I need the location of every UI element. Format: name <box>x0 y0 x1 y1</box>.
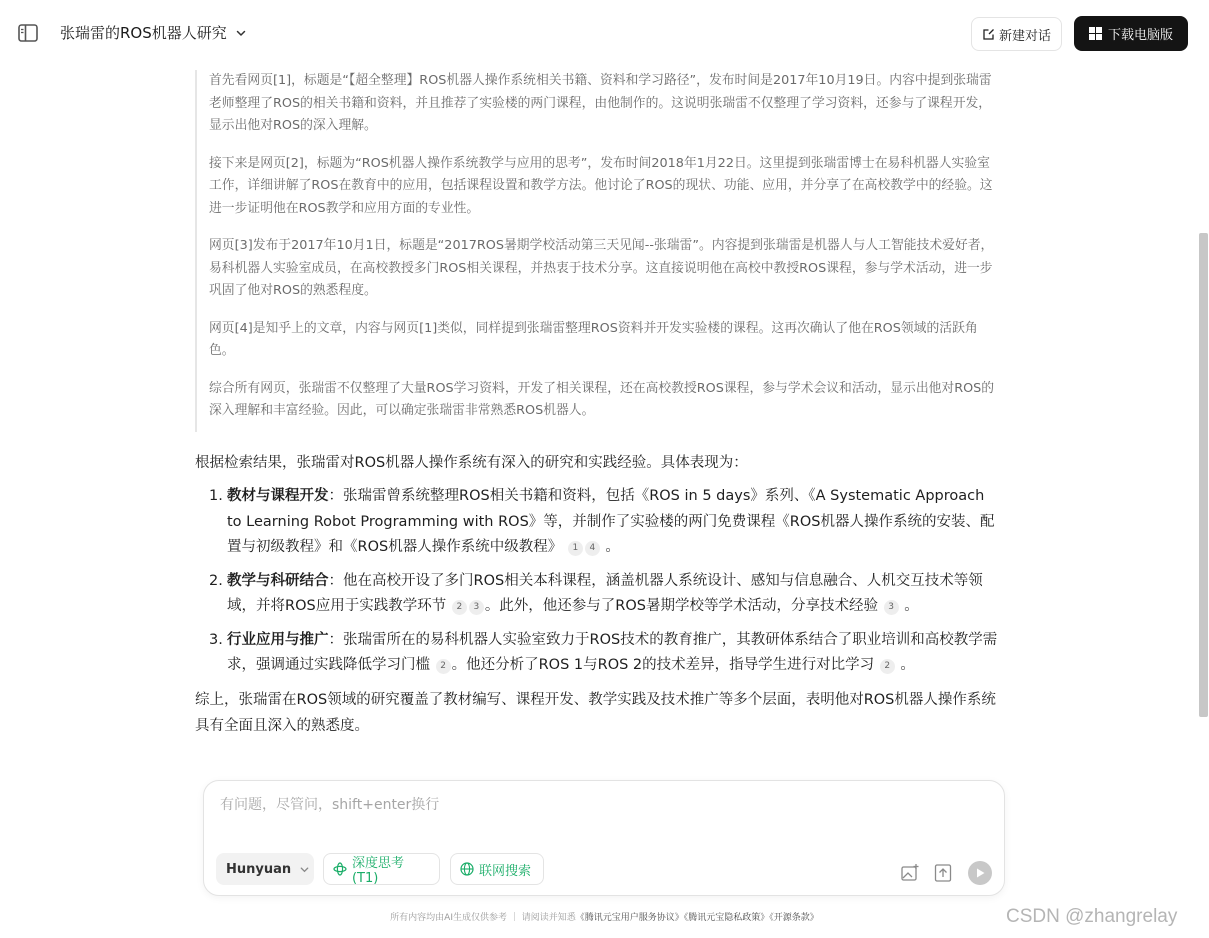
atom-icon <box>333 862 347 876</box>
citation-badge[interactable]: 2 <box>880 659 895 674</box>
item-end: 。 <box>904 598 919 614</box>
item-text: 他在高校开设了多门ROS相关本科课程，涵盖机器人系统设计、感知与信息融合、人机交互技术等领域，并将ROS应用于实践教学环节 <box>227 572 983 614</box>
file-upload-icon[interactable] <box>933 863 953 883</box>
chat-input-box[interactable] <box>203 780 1005 896</box>
send-icon <box>974 867 986 879</box>
item-sep: ： <box>328 631 343 648</box>
answer-list <box>195 484 1000 679</box>
csdn-watermark: CSDN @zhangrelay <box>1006 906 1178 927</box>
list-item <box>209 628 1000 679</box>
item-title: 行业应用与推广 <box>227 631 329 648</box>
user-agreement-link[interactable]: 《腾讯元宝用户服务协议》 <box>575 913 684 923</box>
citation-badge[interactable]: 2 <box>436 659 451 674</box>
windows-icon <box>1089 27 1102 40</box>
item-end: 。 <box>900 657 915 673</box>
citation-badge[interactable]: 1 <box>568 541 583 556</box>
scroll-fade-overlay <box>190 760 1010 782</box>
list-number: 3. <box>209 631 223 648</box>
list-number: 1. <box>209 488 223 504</box>
item-end: 。 <box>605 539 620 555</box>
model-selector[interactable] <box>216 853 314 885</box>
conversation-title-dropdown[interactable] <box>60 22 247 43</box>
item-sep: ： <box>328 488 343 504</box>
new-chat-button[interactable] <box>971 17 1062 51</box>
new-chat-icon <box>982 28 995 41</box>
chevron-down-icon <box>235 27 247 39</box>
image-upload-icon[interactable] <box>900 863 920 883</box>
chat-input-placeholder[interactable]: 有问题，尽管问，shift+enter换行 <box>220 797 440 813</box>
web-search-label: 联网搜索 <box>479 863 532 879</box>
thinking-process-block <box>195 70 1000 432</box>
top-header <box>0 0 1209 68</box>
thinking-paragraph: 首先看网页[1]，标题是“【超全整理】ROS机器人操作系统相关书籍、资料和学习路径”，发布时间是2017年10月19日。内容中提到张瑞雷老师整理了ROS的相关书籍和资料，并且推荐了实验楼的两门课程，由他制作的。这说明张瑞雷不仅整理了学习资料，还参与了课程开发，显示出他对ROS的深入理解。 <box>209 73 992 133</box>
send-button[interactable] <box>968 861 992 885</box>
scrollbar-thumb[interactable] <box>1199 233 1208 717</box>
thinking-paragraph: 网页[3]发布于2017年10月1日，标题是“2017ROS暑期学校活动第三天见闻--张瑞雷”。内容提到张瑞雷是机器人与人工智能技术爱好者，易科机器人实验室成员，在高校教授多门ROS相关课程，并热衷于技术分享。这直接说明他在高校中教授ROS课程，参与学术活动，进一步巩固了他对ROS的熟悉程度。 <box>209 238 994 298</box>
assistant-answer <box>195 450 1000 780</box>
item-title: 教材与课程开发 <box>227 488 329 504</box>
item-text: 张瑞雷曾系统整理ROS相关书籍和资料，包括《ROS in 5 days》系列、《A Systematic Approach to Learning Robot Programming with ROS》等，并制作了实验楼的两门免费课程《ROS机器人操作系统的安装、配置与初级教程》和《ROS机器人操作系统中级教程》 <box>227 488 995 555</box>
model-name: Hunyuan <box>226 861 292 877</box>
read-agree-text: 请阅读并知悉 <box>521 913 576 923</box>
thinking-paragraph: 接下来是网页[2]，标题为“ROS机器人操作系统教学与应用的思考”，发布时间2018年1月22日。这里提到张瑞雷博士在易科机器人实验室工作，详细讲解了ROS在教育中的应用，包括课程设置和教学方法。他讨论了ROS的现状、功能、应用，并分享了在高校教学中的经验。这进一步证明他在ROS教学和应用方面的专业性。 <box>209 155 993 216</box>
download-label: 下载电脑版 <box>1107 28 1173 43</box>
citation-badge[interactable]: 2 <box>452 600 467 615</box>
web-search-toggle[interactable] <box>450 853 544 885</box>
open-source-terms-link[interactable]: 《开源条款》 <box>769 913 819 923</box>
citation-badge[interactable]: 3 <box>884 600 899 615</box>
list-number: 2. <box>209 572 223 589</box>
item-text: 。此外，他还参与了ROS暑期学校等学术活动，分享技术经验 <box>484 598 879 614</box>
privacy-policy-link[interactable]: 《腾讯元宝隐私政策》 <box>683 913 770 923</box>
list-item <box>209 484 1000 561</box>
globe-icon <box>460 862 474 876</box>
citation-badge[interactable]: 4 <box>585 541 600 556</box>
ai-disclaimer: 所有内容均由AI生成仅供参考 <box>390 913 507 923</box>
sidebar-toggle-icon[interactable] <box>18 24 38 42</box>
download-desktop-button[interactable] <box>1074 16 1188 51</box>
item-sep: ： <box>328 572 343 589</box>
item-text: 。他还分析了ROS 1与ROS 2的技术差异，指导学生进行对比学习 <box>451 657 875 673</box>
thinking-paragraph: 综合所有网页，张瑞雷不仅整理了大量ROS学习资料，开发了相关课程，还在高校教授ROS课程，参与学术会议和活动，显示出他对ROS的深入理解和丰富经验。因此，可以确定张瑞雷非常熟悉ROS机器人。 <box>209 380 995 418</box>
item-title: 教学与科研结合 <box>227 572 329 589</box>
deep-think-label: 深度思考(T1) <box>351 856 404 886</box>
list-item <box>209 569 1000 620</box>
answer-lead: 根据检索结果，张瑞雷对ROS机器人操作系统有深入的研究和实践经验。具体表现为： <box>195 455 748 471</box>
new-chat-label: 新建对话 <box>998 28 1051 44</box>
citation-badge[interactable]: 3 <box>469 600 484 615</box>
conversation-title: 张瑞雷的ROS机器人研究 <box>60 24 227 42</box>
footer-separator: ｜ <box>509 913 519 923</box>
deep-think-toggle[interactable] <box>323 853 440 885</box>
thinking-paragraph: 网页[4]是知乎上的文章，内容与网页[1]类似，同样提到张瑞雷整理ROS资料并开发实验楼的课程。这再次确认了他在ROS领域的活跃角色。 <box>209 320 978 358</box>
item-text: 张瑞雷所在的易科机器人实验室致力于ROS技术的教育推广，其教研体系结合了职业培训和高校教学需求，强调通过实践降低学习门槛 <box>227 631 998 673</box>
answer-summary: 综上，张瑞雷在ROS领域的研究覆盖了教材编写、课程开发、教学实践及技术推广等多个层面，表明他对ROS机器人操作系统具有全面且深入的熟悉度。 <box>195 691 996 734</box>
chevron-down-icon <box>299 864 310 875</box>
